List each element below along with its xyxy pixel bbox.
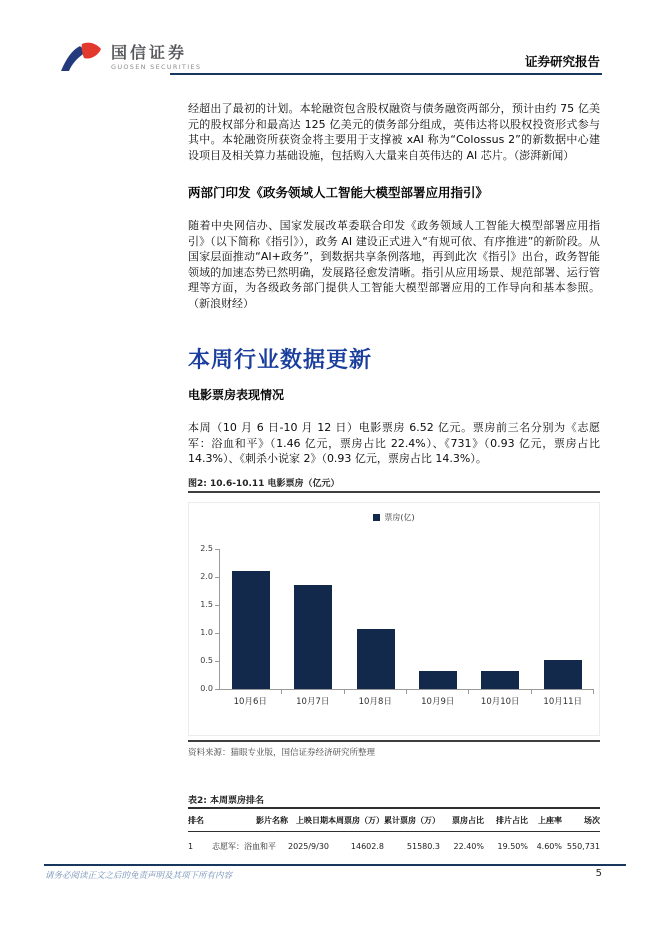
table-cell: 14602.8	[350, 842, 384, 851]
bar-slot	[345, 549, 407, 689]
table-cell: 51580.3	[406, 842, 440, 851]
content-column	[188, 0, 600, 936]
paragraph-policy-guideline: 随着中央网信办、国家发展改革委联合印发《政务领域人工智能大模型部署应用指引》（以下简称《指引》），政务 AI 建设正式进入“有规可依、有序推进”的新阶段。从国家层面推动“AI+政务”，到数据共享条例落地，再到此次《指引》出台，政务智能领域的加速态势已然明确，发展路径愈发清晰。指引从应用场景、规范部署、运行管理等方面，为各级政务部门提供人工智能大模型部署应用的工作导向和基本参照。（新浪财经）	[188, 219, 600, 310]
legend-swatch-icon	[373, 514, 380, 521]
report-type-label: 证券研究报告	[524, 54, 600, 69]
table-header-cell: 场次	[584, 816, 600, 825]
x-axis-labels	[219, 695, 594, 707]
bar-10月10日	[481, 671, 519, 689]
page-number: 5	[595, 868, 602, 879]
table-cell: 19.50%	[497, 842, 528, 851]
table-caption: 表2: 本周票房排名	[188, 796, 264, 806]
brand-name-en: GUOSEN SECURITIES	[111, 62, 202, 71]
bar-10月7日	[294, 585, 332, 689]
table-cell: 4.60%	[536, 842, 562, 851]
plot-area	[200, 544, 594, 693]
table-header-cell: 本周票房（万）	[328, 816, 384, 825]
table-body	[188, 832, 600, 859]
heading-policy-guideline: 两部门印发《政务领域人工智能大模型部署应用指引》	[188, 185, 489, 200]
y-tick-label: 1.0	[190, 628, 213, 638]
guosen-logo-icon	[60, 42, 104, 72]
table-header-cell: 上映日期	[296, 816, 328, 825]
figure-top-rule	[188, 491, 600, 493]
x-tick-label: 10月8日	[358, 697, 392, 707]
footer-disclaimer: 请务必阅读正文之后的免责声明及其项下所有内容	[45, 871, 233, 881]
boxoffice-table	[188, 807, 600, 858]
y-tick-label: 2.5	[190, 544, 213, 554]
bar-slot	[407, 549, 469, 689]
bar-10月9日	[419, 671, 457, 689]
y-tick-label: 2.0	[190, 572, 213, 582]
chart-legend	[189, 512, 599, 523]
bar-slot	[282, 549, 344, 689]
table-header-cell: 影片名称	[256, 816, 288, 825]
section-title-weekly-data: 本周行业数据更新	[188, 348, 373, 373]
boxoffice-chart	[188, 502, 600, 736]
paragraph-boxoffice-summary: 本周（10 月 6 日-10 月 12 日）电影票房 6.52 亿元。票房前三名分别为《志愿军：浴血和平》（1.46 亿元，票房占比 22.4%）、《731》（0.93 亿元，票房占比 14.3%）、《刺杀小说家 2》（0.93 亿元，票房占比 14.3%）。	[188, 421, 600, 465]
x-tick-label: 10月10日	[480, 697, 520, 707]
bar-slot	[220, 549, 282, 689]
y-tick-label: 0.0	[190, 684, 213, 694]
figure-source: 资料来源：猫眼专业版，国信证券经济研究所整理	[188, 748, 376, 758]
x-tick-label: 10月9日	[421, 697, 455, 707]
footer-rule	[44, 864, 626, 866]
bar-group	[220, 549, 594, 689]
bar-slot	[469, 549, 531, 689]
paragraph-xai-funding: 经超出了最初的计划。本轮融资包含股权融资与债务融资两部分，预计由约 75 亿美元的股权部分和最高达 125 亿美元的债务部分组成，英伟达将以股权投资形式参与其中。本轮融资所获资金将主要用于支撑被 xAI 称为“Colossus 2”的新数据中心建设项目及相关算力基础设施，包括购入大量来自英伟达的 AI 芯片。（澎湃新闻）	[188, 102, 600, 162]
table-cell: 22.40%	[453, 842, 484, 851]
table-header-cell: 排片占比	[496, 816, 528, 825]
x-tick-label: 10月7日	[296, 697, 330, 707]
bar-10月8日	[357, 629, 395, 689]
x-tick-label: 10月6日	[233, 697, 267, 707]
y-tick-label: 1.5	[190, 600, 213, 610]
table-header-cell: 排名	[188, 816, 204, 825]
brand-logo	[60, 42, 201, 72]
table-cell: 550,731	[566, 842, 600, 851]
y-tick-label: 0.5	[190, 656, 213, 666]
table-header-cell: 票房占比	[452, 816, 484, 825]
table-cell: 2025/9/30	[288, 842, 330, 851]
brand-name: 国信证券	[111, 42, 188, 62]
figure-caption: 图2: 10.6-10.11 电影票房（亿元）	[188, 479, 340, 489]
table-header-row	[188, 808, 600, 832]
table-row	[188, 832, 600, 859]
figure-bottom-rule	[188, 740, 600, 742]
legend-label: 票房(亿)	[384, 513, 415, 522]
bar-10月11日	[544, 660, 582, 689]
table-cell: 志愿军：浴血和平	[212, 842, 276, 851]
table-header-cell: 上座率	[538, 816, 562, 825]
table-cell: 1	[188, 842, 194, 851]
x-tick-label: 10月11日	[543, 697, 583, 707]
table-header-cell: 累计票房（万）	[384, 816, 440, 825]
bar-slot	[532, 549, 594, 689]
bar-10月6日	[232, 571, 270, 689]
subsection-title-movie-boxoffice: 电影票房表现情况	[188, 388, 285, 402]
